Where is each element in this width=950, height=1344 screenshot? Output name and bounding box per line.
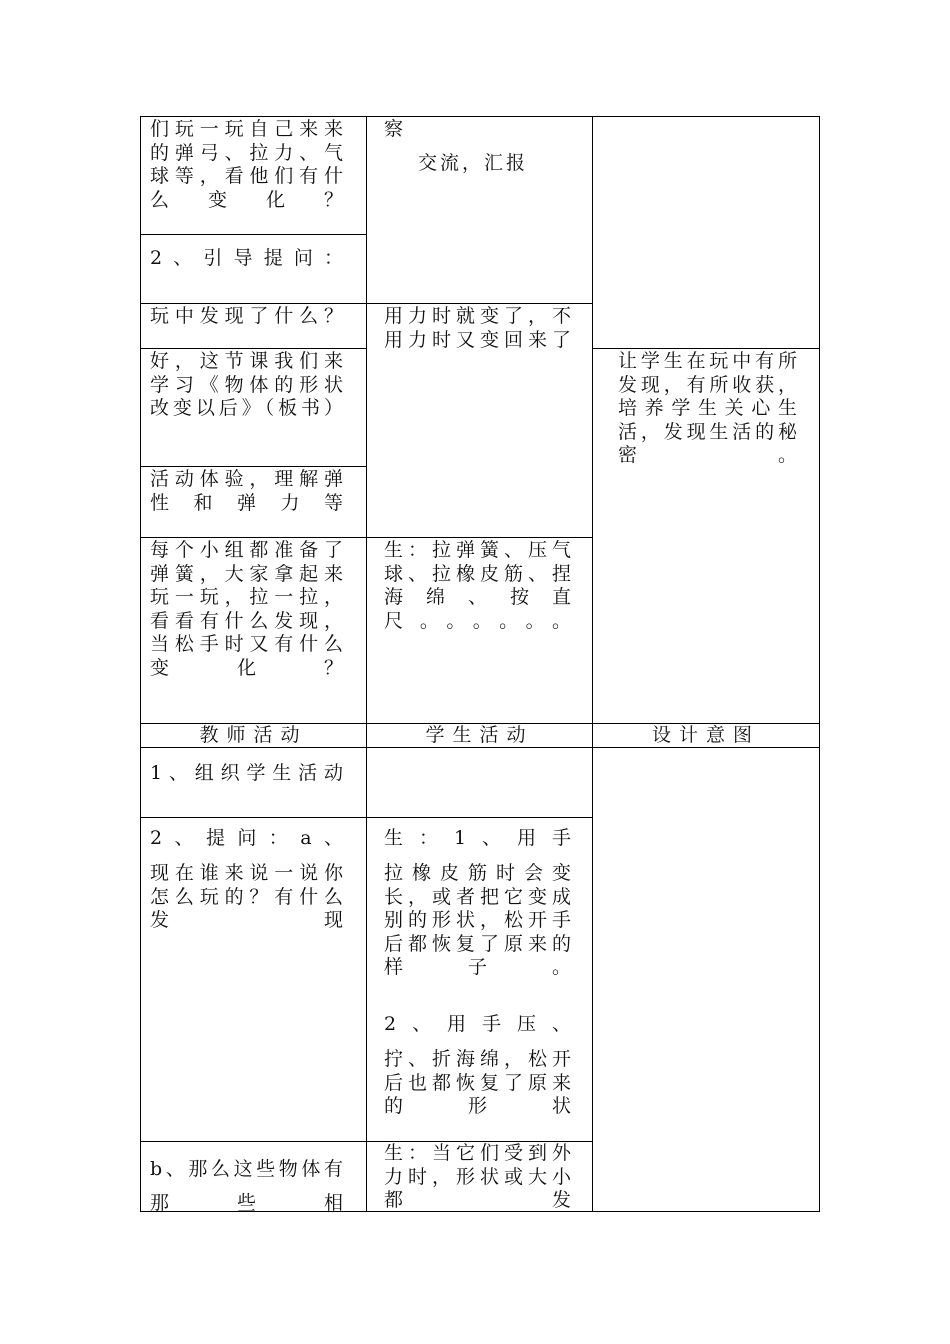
student-cell-observe	[384, 118, 574, 142]
student-cell-play	[384, 539, 574, 633]
cell-text: 让学生在玩中有所发现，有所收获，培养学生关心生活，发现生活的秘密。	[618, 350, 800, 466]
cell-text: 察	[384, 118, 407, 140]
cell-text: 拧、折海绵，松开后也都恢复了原来的形状	[384, 1048, 574, 1117]
cell-text: 们玩一玩自己来来的弹弓、拉力、气球等，看他们有什么变化？	[150, 118, 346, 211]
table-border-left	[140, 116, 141, 1212]
cell-text: 用力时就变了，不用力时又变回来了	[384, 305, 574, 351]
teacher-cell-question	[150, 305, 346, 329]
teacher-cell-ask-b	[150, 1152, 346, 1220]
cell-text: 1、组织学生活动	[150, 762, 346, 784]
header-text: 教师活动	[199, 724, 308, 746]
teacher-cell-organize	[150, 756, 346, 790]
header-text: 设计意图	[651, 724, 760, 746]
design-intent-cell	[618, 350, 800, 468]
student-cell-answer-3	[384, 1142, 574, 1213]
row-divider	[140, 537, 593, 538]
cell-text: 2、引导提问：	[150, 247, 346, 269]
row-divider	[593, 348, 820, 349]
cell-text: 拉橡皮筋时会变长，或者把它变成别的形状，松开手后都恢复了原来的样子。	[384, 862, 574, 978]
cell-text: 2、用手压、	[384, 1013, 574, 1035]
student-cell-answer-1-heading	[384, 827, 574, 851]
table-border-top	[140, 116, 820, 117]
cell-text: 2、提问：a、	[150, 827, 346, 849]
header-design-intent	[593, 724, 819, 748]
row-divider	[140, 303, 593, 304]
student-cell-report	[418, 152, 578, 176]
cell-text: 每个小组都准备了弹簧，大家拿起来玩一玩，拉一拉，看看有什么发现，当松手时又有什么变化？	[150, 539, 346, 679]
cell-text: b、那么这些物体有那些相	[150, 1158, 346, 1214]
column-divider-1	[366, 116, 367, 1212]
student-cell-answer-1	[384, 862, 574, 980]
teacher-cell-ask-a	[150, 862, 346, 933]
header-teacher-activity	[141, 724, 366, 748]
cell-text: 活动体验，理解弹性和弹力等	[150, 468, 346, 514]
row-divider	[140, 348, 367, 349]
header-student-activity	[367, 724, 592, 748]
cell-text: 生：拉弹簧、压气球、拉橡皮筋、捏海绵、按直尺。。。。。。	[384, 539, 574, 632]
row-divider	[140, 234, 367, 235]
student-cell-answer-2	[384, 1048, 574, 1119]
table-border-right	[819, 116, 820, 1212]
student-cell-answer-2-heading	[384, 1013, 574, 1037]
teacher-cell-ask-a-heading	[150, 827, 346, 851]
cell-text: 生：1、用手	[384, 827, 574, 849]
teacher-cell-activity	[150, 468, 346, 515]
student-cell-answer	[384, 305, 574, 352]
cell-text: 现在谁来说一说你怎么玩的？有什么发现	[150, 862, 346, 931]
teacher-cell-intro	[150, 118, 346, 212]
teacher-cell-question-heading	[150, 243, 346, 274]
teacher-cell-group	[150, 539, 346, 680]
cell-text: 生：当它们受到外力时，形状或大小都发	[384, 1142, 574, 1211]
cell-text: 好，这节课我们来学习《物体的形状改变以后》（板书）	[150, 350, 346, 419]
header-text: 学生活动	[425, 724, 534, 746]
teacher-cell-topic	[150, 350, 346, 421]
column-divider-2	[592, 116, 593, 1212]
cell-text: 玩中发现了什么？	[150, 305, 346, 327]
cell-text: 交流，汇报	[418, 152, 529, 174]
row-divider	[140, 466, 367, 467]
row-divider	[140, 817, 593, 818]
